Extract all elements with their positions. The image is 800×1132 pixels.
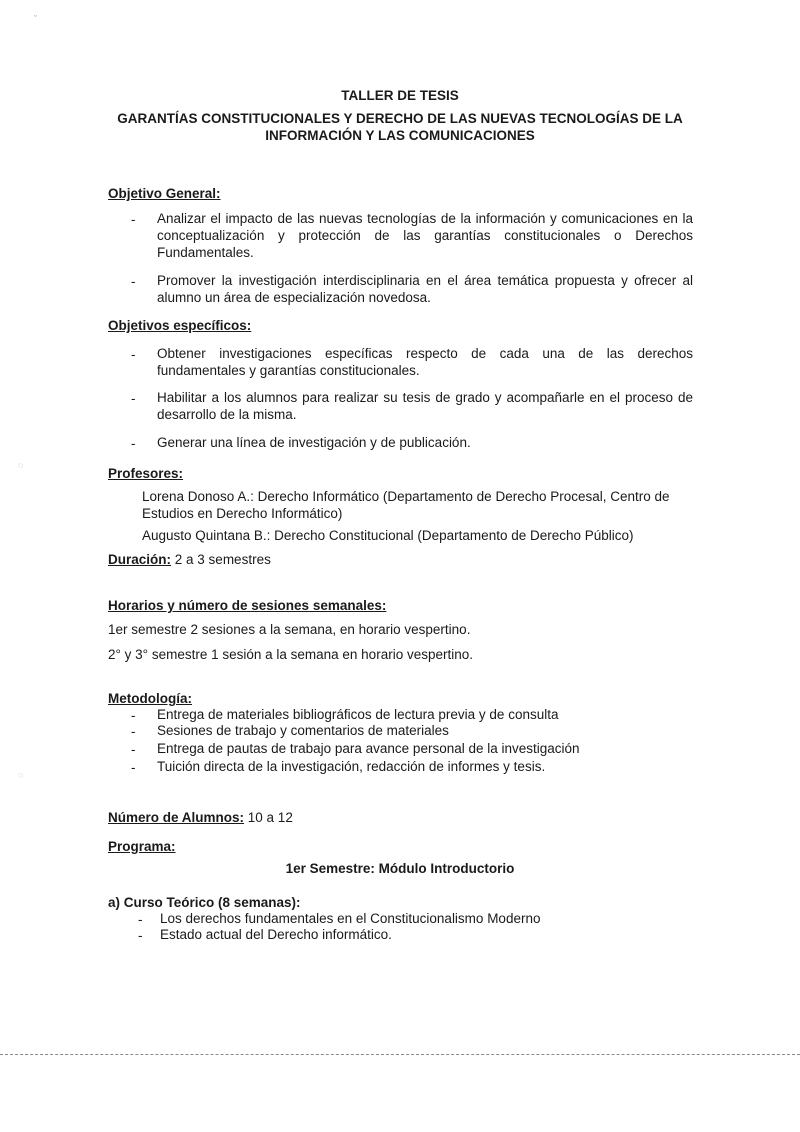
- metodologia-item: Sesiones de trabajo y comentarios de materiales: [157, 723, 449, 738]
- numero-alumnos-heading: Número de Alumnos:: [108, 810, 245, 825]
- bullet: -: [131, 742, 136, 757]
- scan-mark: ˇ: [34, 14, 37, 24]
- duracion-heading: Duración:: [108, 552, 172, 567]
- profesor-donoso: Lorena Donoso A.: Derecho Informático (Departamento de Derecho Procesal, Centro de Estudios en Derecho Informático): [142, 489, 670, 521]
- subtitle-line-2: INFORMACIÓN Y LAS COMUNICACIONES: [265, 128, 535, 143]
- numero-alumnos-line: [108, 809, 293, 826]
- metodologia-item: Entrega de pautas de trabajo para avance personal de la investigación: [157, 741, 580, 756]
- semester-title: 1er Semestre: Módulo Introductorio: [285, 861, 515, 876]
- programa-item: Los derechos fundamentales en el Constitucionalismo Moderno: [160, 911, 541, 926]
- curso-teorico-heading: a) Curso Teórico (8 semanas):: [108, 895, 301, 910]
- hole-punch-mark: ◌: [18, 460, 24, 470]
- programa-heading: Programa:: [108, 839, 176, 854]
- bullet: -: [131, 724, 136, 739]
- bullet: -: [131, 274, 136, 289]
- horarios-line-1: 1er semestre 2 sesiones a la semana, en horario vespertino.: [108, 622, 471, 637]
- bullet: -: [131, 212, 136, 227]
- objetivo-especifico-item: Obtener investigaciones específicas respecto de cada una de las derechos fundamentales y garantías constitucionales.: [157, 346, 693, 378]
- horarios-line-2: 2° y 3° semestre 1 sesión a la semana en horario vespertino.: [108, 647, 473, 662]
- profesores-heading: Profesores:: [108, 466, 184, 481]
- subtitle-line-1: GARANTÍAS CONSTITUCIONALES Y DERECHO DE LAS NUEVAS TECNOLOGÍAS DE LA: [117, 111, 683, 126]
- objetivo-especifico-item: Habilitar a los alumnos para realizar su tesis de grado y acompañarle en el proceso de desarrollo de la misma.: [157, 390, 693, 422]
- bullet: -: [131, 760, 136, 775]
- objetivo-general-item: Analizar el impacto de las nuevas tecnologías de la información y comunicaciones en la conceptualización y protección de las garantías constitucionales o Derechos Fundamentales.: [157, 211, 693, 260]
- document-title: TALLER DE TESIS: [341, 88, 459, 103]
- document-subtitle: [100, 110, 700, 144]
- bullet: -: [138, 912, 143, 927]
- metodologia-item: Tuición directa de la investigación, redacción de informes y tesis.: [157, 759, 546, 774]
- bullet: -: [131, 391, 136, 406]
- hole-punch-mark: ◌: [18, 770, 24, 780]
- scan-edge-line: [0, 1054, 800, 1055]
- duracion-line: [108, 551, 271, 568]
- bullet: -: [131, 708, 136, 723]
- numero-alumnos-value: 10 a 12: [247, 810, 293, 825]
- horarios-heading: Horarios y número de sesiones semanales:: [108, 598, 387, 613]
- programa-item: Estado actual del Derecho informático.: [160, 927, 392, 942]
- bullet: -: [138, 928, 143, 943]
- profesor-quintana: Augusto Quintana B.: Derecho Constitucional (Departamento de Derecho Público): [142, 528, 634, 543]
- objetivo-especifico-item: Generar una línea de investigación y de publicación.: [157, 435, 471, 450]
- objetivos-especificos-heading: Objetivos específicos:: [108, 318, 252, 333]
- duracion-value: 2 a 3 semestres: [174, 552, 271, 567]
- metodologia-heading: Metodología:: [108, 691, 192, 706]
- metodologia-item: Entrega de materiales bibliográficos de lectura previa y de consulta: [157, 707, 559, 722]
- bullet: -: [131, 436, 136, 451]
- bullet: -: [131, 347, 136, 362]
- objetivo-general-heading: Objetivo General:: [108, 186, 221, 201]
- objetivo-general-item: Promover la investigación interdisciplinaria en el área temática propuesta y ofrecer al alumno un área de especialización novedosa.: [157, 273, 693, 305]
